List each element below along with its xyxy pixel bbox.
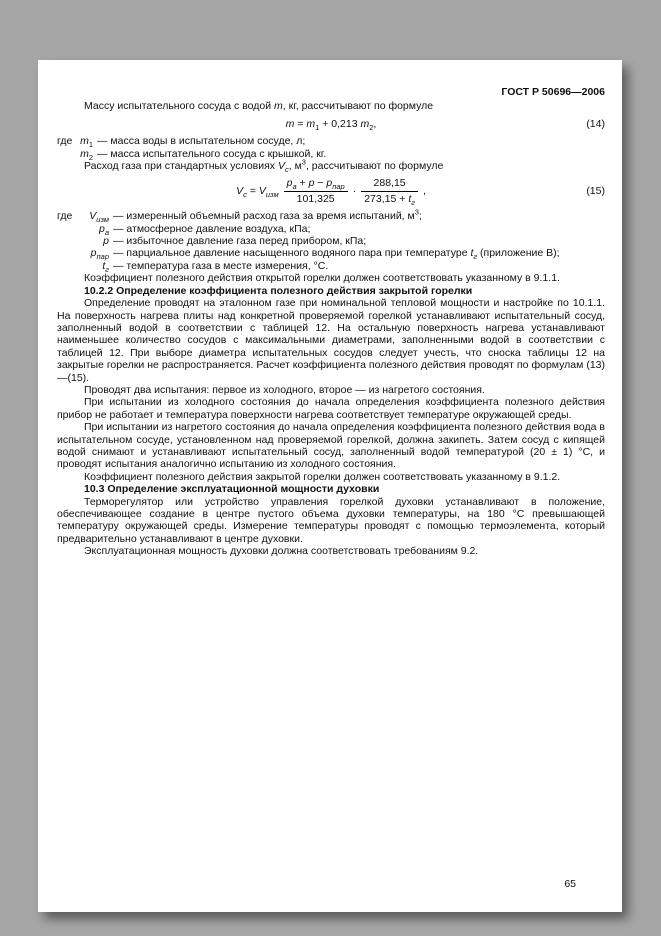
heading-10-2-2: 10.2.2 Определение коэффициента полезного действия закрытой горелки (84, 284, 473, 297)
multiplication-dot: · (352, 185, 357, 198)
definition-text: — атмосферное давление воздуха, кПа; (113, 222, 311, 235)
definition-row (57, 135, 605, 150)
definition-row (57, 260, 605, 272)
paragraph-two-tests: Проводят два испытания: первое из холодного, второе — из нагретого состояния. (84, 383, 485, 396)
doc-code-header: ГОСТ Р 50696—2006 (501, 86, 605, 98)
formula-15-fraction-pressure (284, 177, 348, 205)
definition-row (57, 223, 605, 235)
where-label-spacer (57, 235, 79, 247)
where-label: где (57, 210, 73, 223)
page-number: 65 (564, 877, 576, 890)
definition-term: $m_2$ (80, 147, 93, 162)
formula-15-lhs: $V_с = V_{изм}$ (236, 185, 279, 200)
where-label-spacer (57, 223, 79, 235)
definition-term: $p_{пар}$ (90, 247, 109, 262)
formula-15-expression (236, 177, 426, 205)
definition-row (57, 207, 605, 225)
definition-row (57, 235, 605, 247)
where-list-formula-14 (57, 135, 605, 160)
paragraph-mass-formula-intro: Массу испытательного сосуда с водой m, кг, рассчитывают по формуле (84, 100, 434, 113)
definition-text: — измеренный объемный расход газа за время испытаний, $м^3$; (113, 207, 422, 223)
heading-10-3: 10.3 Определение эксплуатационной мощности духовки (84, 483, 380, 496)
fraction-denominator: $273,15 + t_г$ (361, 191, 418, 205)
formula-14 (57, 118, 605, 130)
where-label-spacer (57, 247, 79, 259)
where-label-spacer (57, 260, 79, 272)
paragraph-open-burner-efficiency: Коэффициент полезного действия открытой горелки должен соответствовать указанному в 9.1.1. (84, 272, 560, 285)
where-label-spacer (57, 148, 79, 160)
formula-15 (57, 177, 605, 205)
formula-14-number: (14) (586, 117, 605, 130)
fraction-numerator: 288,15 (373, 177, 406, 190)
paragraph-oven-thermostat: Терморегулятор или устройство управления горелкой духовки устанавливают в положение, обеспечивающее создание в центре пустого объема духовки температуры, на 180 °С превышающей температуру окружающей среды. Измерение температуры проводят с помощью термоэлемента, который предварительно устанавливают в центре духовки. (57, 495, 605, 545)
definition-text: — избыточное давление газа перед прибором, кПа; (113, 235, 367, 248)
fraction-numerator: $p_а + p - p_{пар}$ (286, 177, 345, 192)
where-label: где (57, 135, 73, 148)
formula-15-tail: , (422, 185, 426, 198)
fraction-denominator: 101,325 (284, 191, 348, 205)
paragraph-closed-burner-efficiency: Коэффициент полезного действия закрытой горелки должен соответствовать указанному в 9.1.2. (84, 470, 561, 483)
definition-text: — парциальное давление насыщенного водяного пара при температуре $t_г$ (приложение В); (113, 247, 560, 262)
paragraph-oven-power-requirement: Эксплуатационная мощность духовки должна соответствовать требованиям 9.2. (84, 545, 479, 558)
definition-term: $m_1$ (80, 135, 93, 150)
formula-14-expression: $m = m_1 + 0,213$ $m_2$, (285, 117, 377, 132)
definition-term: $t_г$ (102, 259, 109, 274)
definition-row (57, 247, 605, 262)
definition-term: $V_{изм}$ (89, 210, 109, 225)
definition-term: p (103, 235, 109, 248)
formula-15-number: (15) (586, 185, 605, 198)
paragraph-gas-flow-intro: Расход газа при стандартных условиях $V_с$, $м^3$, рассчитывают по формуле (84, 157, 444, 175)
definition-text: — масса испытательного сосуда с крышкой, кг. (97, 147, 327, 160)
definition-row (57, 148, 605, 160)
definition-term: $p_а$ (98, 222, 109, 237)
definition-text: — масса воды в испытательном сосуде, л; (97, 135, 306, 148)
formula-15-fraction-temperature (361, 177, 418, 205)
paragraph-closed-burner-procedure: Определение проводят на эталонном газе при номинальной тепловой мощности и настройке по 10.1.1. На поверхность нагрева плиты над конкретной проверяемой горелкой устанавливают испытательный сосуд, заполненный водой в соответствии с таблицей 12. На остальную поверхность нагрева устанавливают наименьшее количество сосудов с максимальными диаметрами, заполненными водой в соответствии с таблицей 12. При выборе диаметра испытательных сосудов следует учесть, что сноска таблицы 12 на закрытые горелки не распространяется. Расчет коэффициента полезного действия проводят по формулам (13)—(15). (57, 297, 605, 384)
definition-text: — температура газа в месте измерения, °С. (113, 259, 329, 272)
paragraph-heated-state-test: При испытании из нагретого состояния до начала определения коэффициента полезного действия вода в испытательном сосуде, установленном над проверяемой горелкой, должна закипеть. Затем сосуд с кипящей водой снимают и устанавливают испытательный сосуд, заполненный водой температурой (20 ± 1) °С, и проводят испытания аналогично испытанию из холодного состояния. (57, 421, 605, 471)
paragraph-cold-state-test: При испытании из холодного состояния до начала определения коэффициента полезного действия прибор не работает и температура поверхности нагрева соответствует температуре окружающей среды. (57, 396, 605, 421)
where-list-formula-15 (57, 207, 605, 274)
document-page (38, 60, 622, 912)
